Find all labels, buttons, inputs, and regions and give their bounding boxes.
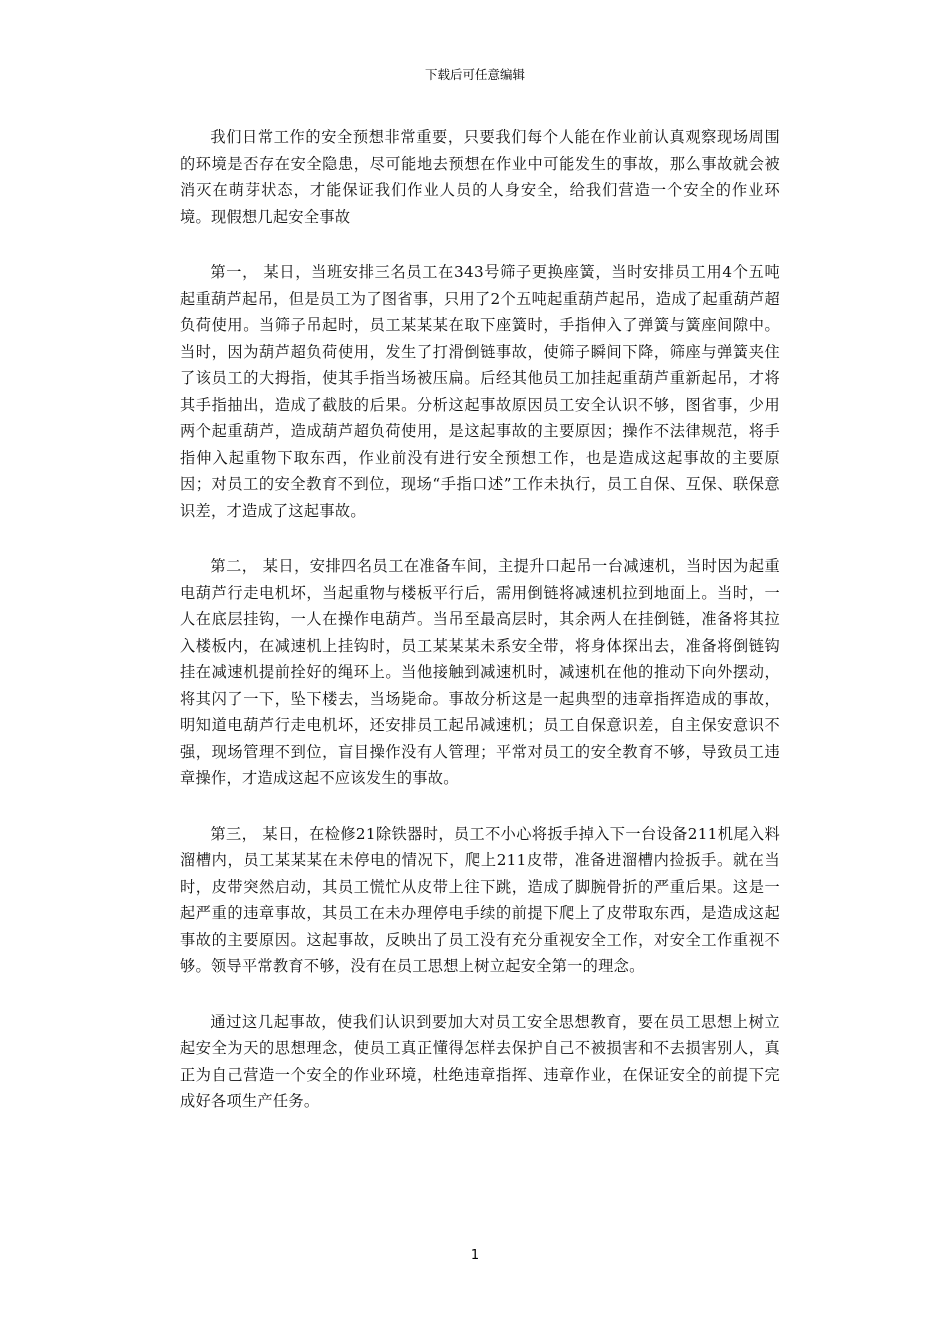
paragraph-case-one: 第一， 某日，当班安排三名员工在343号筛子更换座簧，当时安排员工用4个五吨起重葫芦起吊，但是员工为了图省事，只用了2个五吨起重葫芦起吊，造成了起重葫芦超负荷使用。当筛子吊起时，员工某某某在取下座簧时，手指伸入了弹簧与簧座间隙中。当时，因为葫芦超负荷使用，发生了打滑倒链事故，使筛子瞬间下降，筛座与弹簧夹住了该员工的大拇指，使其手指当场被压扁。后经其他员工加挂起重葫芦重新起吊，才将其手指抽出，造成了截肢的后果。分析这起事故原因员工安全认识不够，图省事，少用两个起重葫芦，造成葫芦超负荷使用，是这起事故的主要原因；操作不法律规范，将手指伸入起重物下取东西，作业前没有进行安全预想工作，也是造成这起事故的主要原因；对员工的安全教育不到位，现场“手指口述”工作未执行，员工自保、互保、联保意识差，才造成了这起事故。 xyxy=(180,263,780,520)
page-header: 下载后可任意编辑 xyxy=(424,67,525,82)
paragraph-case-two: 第二， 某日，安排四名员工在准备车间，主提升口起吊一台减速机，当时因为起重电葫芦行走电机坏，当起重物与楼板平行后，需用倒链将减速机拉到地面上。当时，一人在底层挂钩，一人在操作电葫芦。当吊至最高层时，其余两人在挂倒链，准备将其拉入楼板内，在减速机上挂钩时，员工某某某未系安全带，将身体探出去，准备将倒链钩挂在减速机提前拴好的绳环上。当他接触到减速机时，减速机在他的推动下向外摆动，将其闪了一下，坠下楼去，当场毙命。事故分析这是一起典型的违章指挥造成的事故，明知道电葫芦行走电机坏，还安排员工起吊减速机；员工自保意识差，自主保安意识不强，现场管理不到位，盲目操作没有人管理；平常对员工的安全教育不够，导致员工违章操作，才造成这起不应该发生的事故。 xyxy=(180,557,780,787)
paragraph-conclusion: 通过这几起事故，使我们认识到要加大对员工安全思想教育，要在员工思想上树立起安全为天的思想理念，使员工真正懂得怎样去保护自己不被损害和不去损害别人，真正为自己营造一个安全的作业环境，杜绝违章指挥、违章作业，在保证安全的前提下完成好各项生产任务。 xyxy=(180,1012,780,1110)
page-number: 1 xyxy=(470,1248,480,1263)
document-body xyxy=(180,124,780,1144)
paragraph-case-three: 第三， 某日，在检修21除铁器时，员工不小心将扳手掉入下一台设备211机尾入料溜槽内，员工某某某在未停电的情况下，爬上211皮带，准备进溜槽内捡扳手。就在当时，皮带突然启动，其员工慌忙从皮带上往下跳，造成了脚腕骨折的严重后果。这是一起严重的违章事故，其员工在未办理停电手续的前提下爬上了皮带取东西，是造成这起事故的主要原因。这起事故，反映出了员工没有充分重视安全工作，对安全工作重视不够。领导平常教育不够，没有在员工思想上树立起安全第一的理念。 xyxy=(180,824,780,975)
paragraph-intro: 我们日常工作的安全预想非常重要，只要我们每个人能在作业前认真观察现场周围的环境是否存在安全隐患，尽可能地去预想在作业中可能发生的事故，那么事故就会被消灭在萌芽状态，才能保证我们作业人员的人身安全，给我们营造一个安全的作业环境。现假想几起安全事故 xyxy=(180,128,780,226)
